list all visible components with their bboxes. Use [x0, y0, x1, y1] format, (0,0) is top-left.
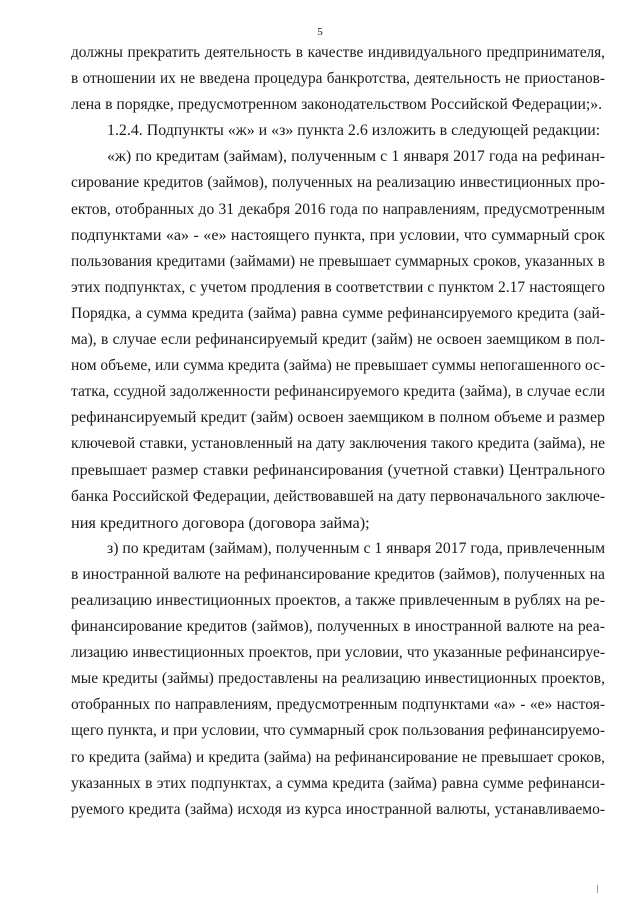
text-line: сирование кредитов (займов), полученных на реализацию инвестиционных про-: [71, 174, 605, 192]
text-line: татка, ссудной задолженности рефинансируемого кредита (займа), в случае если: [71, 383, 605, 401]
text-line: з) по кредитам (займам), полученным с 1 января 2017 года, привлеченным: [107, 539, 605, 557]
text-line: лена в порядке, предусмотренном законодательством Российской Федерации;».: [71, 96, 603, 114]
text-line: пользования кредитами (займами) не превышает суммарных сроков, указанных в: [71, 252, 605, 270]
text-line: реализацию инвестиционных проектов, а также привлеченным в рублях на ре-: [71, 591, 605, 609]
text-line: превышает размер ставки рефинансирования (учетной ставки) Центрального: [71, 461, 605, 479]
text-line: в отношении их не введена процедура банкротства, деятельность не приостанов-: [71, 70, 605, 88]
text-line: финансирование кредитов (займов), полученных в иностранной валюте на реа-: [71, 618, 605, 636]
text-line: щего пункта, и при условии, что суммарный срок пользования рефинансируемо-: [71, 722, 605, 740]
document-body: [71, 40, 605, 823]
text-line: в иностранной валюте на рефинансирование кредитов (займов), полученных на: [71, 565, 605, 583]
text-line: должны прекратить деятельность в качестве индивидуального предпринимателя,: [71, 44, 605, 61]
text-line: мые кредиты (займы) предоставлены на реализацию инвестиционных проектов,: [71, 670, 605, 688]
text-line: отобранных по направлениям, предусмотренным подпунктами «а» - «е» настоя-: [71, 696, 605, 714]
text-line: ма), в случае если рефинансируемый кредит (займ) не освоен заемщиком в пол-: [71, 331, 605, 349]
text-line: ектов, отобранных до 31 декабря 2016 года по направлениям, предусмотренным: [71, 200, 605, 218]
text-line: этих подпунктах, с учетом продления в соответствии с пунктом 2.17 настоящего: [71, 278, 605, 296]
text-line: банка Российской Федерации, действовавшей на дату первоначального заключе-: [71, 487, 605, 505]
text-line: ключевой ставки, установленный на дату заключения такого кредита (займа), не: [71, 435, 605, 453]
page-edge-mark: [597, 885, 598, 893]
text-line: ния кредитного договора (договора займа);: [71, 512, 370, 532]
text-line: ном объеме, или сумма кредита (займа) не превышает суммы непогашенного ос-: [71, 357, 606, 375]
text-line: го кредита (займа) и кредита (займа) на рефинансирование не превышает сроков,: [71, 748, 605, 766]
text-line: лизацию инвестиционных проектов, при условии, что указанные рефинансируе-: [71, 644, 605, 662]
text-line: 1.2.4. Подпункты «ж» и «з» пункта 2.6 изложить в следующей редакции:: [107, 122, 601, 140]
text-line: рефинансируемый кредит (займ) освоен заемщиком в полном объеме и размер: [71, 409, 605, 427]
text-line: подпунктами «а» - «е» настоящего пункта, при условии, что суммарный срок: [71, 226, 605, 244]
text-line: указанных в этих подпунктах, а сумма кредита (займа) равна сумме рефинанси-: [71, 774, 605, 792]
text-line: Порядка, а сумма кредита (займа) равна сумме рефинансируемого кредита (зай-: [71, 304, 605, 322]
text-line: руемого кредита (займа) исходя из курса иностранной валюты, устанавливаемо-: [71, 800, 605, 818]
page-number: 5: [317, 26, 323, 38]
text-line: «ж) по кредитам (займам), полученным с 1 января 2017 года на рефинан-: [107, 148, 605, 166]
